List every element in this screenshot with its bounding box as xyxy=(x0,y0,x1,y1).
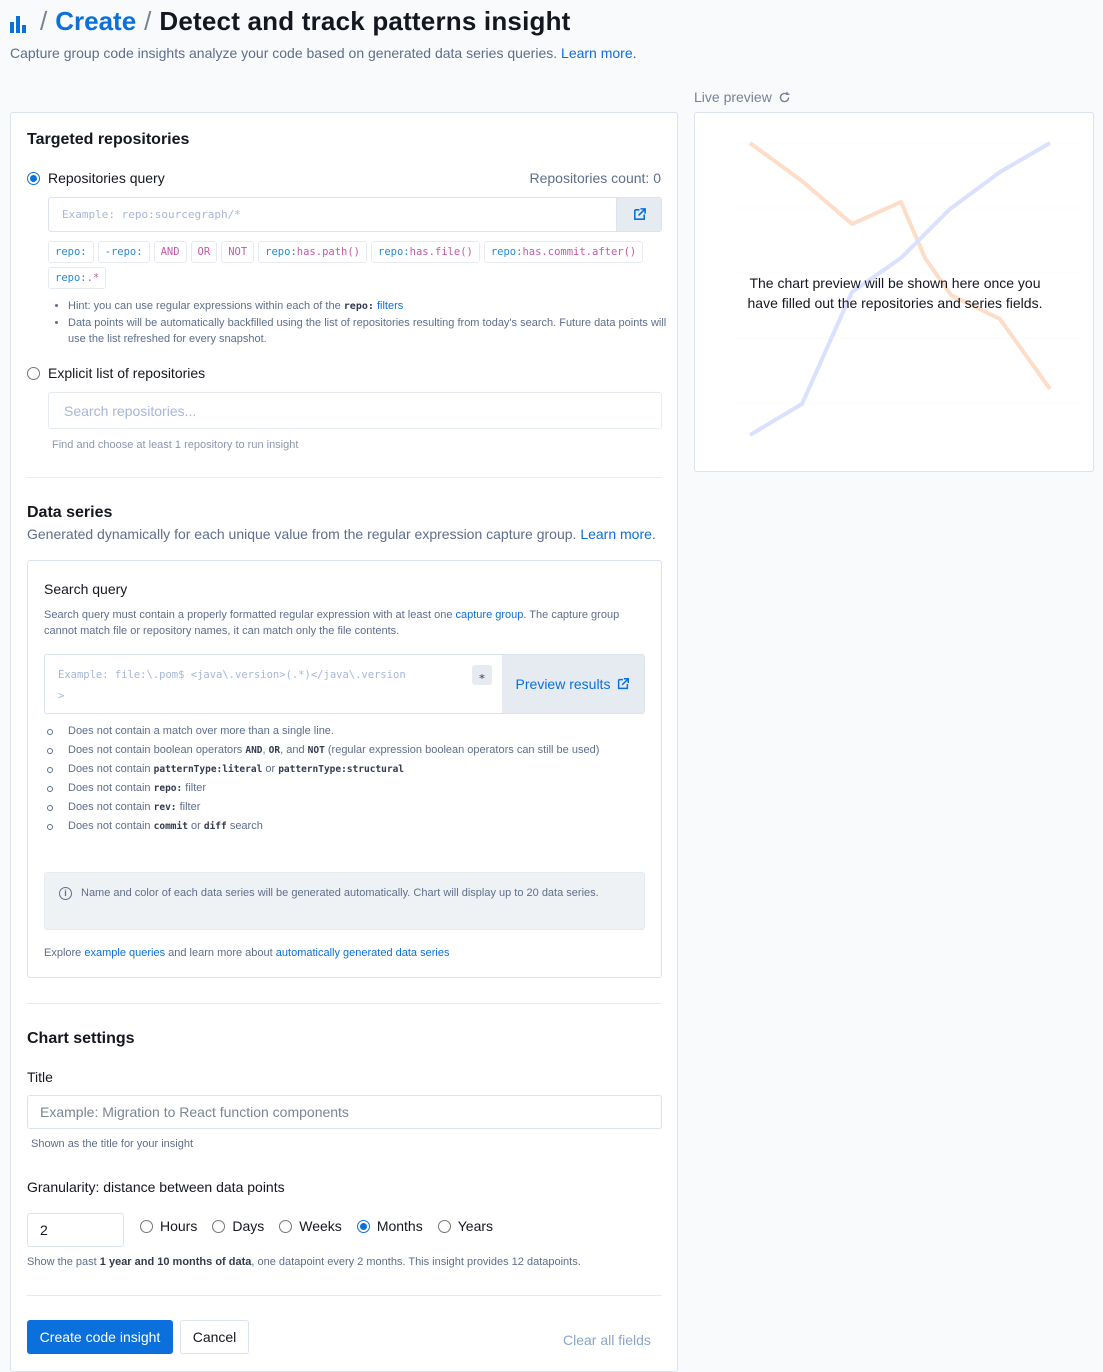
hint-backfill: • Data points will be automatically backfilled using the list of repositories resulting from today's search. Future data points will use the list refreshed for every snapshot. xyxy=(68,315,668,347)
chip-repo-wildcard[interactable]: repo:.* xyxy=(48,267,106,289)
search-repositories-input[interactable]: Search repositories... xyxy=(48,392,662,429)
capture-group-link[interactable]: capture group xyxy=(455,609,524,621)
repositories-query-label: Repositories query xyxy=(48,170,165,186)
data-series-title: Data series xyxy=(27,504,113,521)
targeted-repositories-title: Targeted repositories xyxy=(27,131,190,148)
repositories-count: Repositories count: 0 xyxy=(529,170,661,186)
cancel-button[interactable]: Cancel xyxy=(180,1320,249,1354)
clear-all-fields-button[interactable]: Clear all fields xyxy=(563,1332,651,1348)
chip-repo-has-file[interactable]: repo:has.file() xyxy=(371,241,480,263)
unit-radio-years[interactable] xyxy=(438,1220,451,1233)
repositories-query-input[interactable] xyxy=(48,197,662,232)
live-preview-label: Live preview xyxy=(694,89,772,105)
live-preview-header xyxy=(694,89,791,105)
subtitle-text: Capture group code insights analyze your code based on generated data series queries. xyxy=(10,45,558,61)
regex-toggle-icon[interactable]: ⁎ xyxy=(472,665,492,685)
placeholder-series-orange xyxy=(750,143,1050,389)
info-icon: i xyxy=(59,887,72,900)
unit-option-hours[interactable]: Hours xyxy=(140,1218,197,1234)
explicit-repositories-option[interactable] xyxy=(27,365,205,381)
generated-data-series-link[interactable]: automatically generated data series xyxy=(275,947,450,959)
create-code-insight-button[interactable]: Create code insight xyxy=(27,1320,173,1354)
page-subtitle xyxy=(10,45,637,61)
subtitle-learn-more-link[interactable]: Learn more. xyxy=(561,45,637,61)
section-divider xyxy=(27,1003,662,1004)
explicit-repositories-radio[interactable] xyxy=(27,367,40,380)
external-link-icon xyxy=(632,207,647,222)
granularity-label: Granularity: distance between data points xyxy=(27,1179,285,1195)
rule-rev-filter: Does not contain rev: filter xyxy=(44,798,644,817)
chip-or[interactable]: OR xyxy=(191,241,218,263)
preview-results-label: Preview results xyxy=(515,676,611,692)
preview-results-button[interactable] xyxy=(502,655,644,713)
open-external-button[interactable] xyxy=(616,198,661,231)
granularity-unit-options xyxy=(140,1218,493,1234)
filters-link[interactable]: filters xyxy=(376,300,404,312)
chip-repo-has-commit-after[interactable]: repo:has.commit.after() xyxy=(484,241,643,263)
example-queries-link[interactable]: example queries xyxy=(84,947,166,959)
data-series-description: Generated dynamically for each unique value from the regular expression capture group. Learn more. xyxy=(27,526,656,542)
live-preview-message: The chart preview will be shown here once you have filled out the repositories and series fields. xyxy=(747,275,1043,311)
rule-boolean-operators: Does not contain boolean operators AND, OR, and NOT (regular expression boolean operators can still be used) xyxy=(44,741,644,760)
search-query-editor[interactable] xyxy=(44,654,645,714)
bar-chart-icon xyxy=(10,13,30,33)
chip-not-repo[interactable]: -repo: xyxy=(98,241,150,263)
chip-and[interactable]: AND xyxy=(154,241,187,263)
rule-repo-filter: Does not contain repo: filter xyxy=(44,779,644,798)
page-title: Detect and track patterns insight xyxy=(159,5,571,36)
auto-series-info: i Name and color of each data series will be generated automatically. Chart will display up to 20 data series. xyxy=(44,872,645,930)
chip-repo-has-path[interactable]: repo:has.path() xyxy=(258,241,367,263)
hint-regex: • Hint: you can use regular expressions within each of the repo: filters xyxy=(68,298,668,315)
unit-radio-days[interactable] xyxy=(212,1220,225,1233)
search-query-description: Search query must contain a properly formatted regular expression with at least one capture group. The capture group cannot match file or repository names, it can match only the file contents. xyxy=(44,609,620,637)
unit-radio-hours[interactable] xyxy=(140,1220,153,1233)
breadcrumb-separator: / xyxy=(144,5,152,36)
query-rules-list xyxy=(44,722,644,836)
title-field-label: Title xyxy=(27,1069,53,1085)
section-divider xyxy=(27,477,662,478)
insight-form xyxy=(10,112,678,1372)
breadcrumb-separator: / xyxy=(40,5,48,36)
repositories-query-placeholder[interactable]: Example: repo:sourcegraph/* xyxy=(62,208,241,221)
unit-option-weeks[interactable]: Weeks xyxy=(279,1218,342,1234)
query-syntax-chips xyxy=(48,241,668,289)
explore-links: Explore example queries and learn more about automatically generated data series xyxy=(44,947,450,959)
repositories-hints xyxy=(48,298,668,347)
search-query-input[interactable]: Example: file:\.pom$ <java\.version>(.*)</java\.version > ⁎ xyxy=(45,655,502,713)
title-input[interactable]: Example: Migration to React function components xyxy=(27,1095,662,1129)
unit-option-months[interactable]: Months xyxy=(357,1218,423,1234)
search-query-title: Search query xyxy=(44,581,128,597)
rule-pattern-type: Does not contain patternType:literal or patternType:structural xyxy=(44,760,644,779)
page-header xyxy=(10,4,571,38)
external-link-icon xyxy=(616,677,630,691)
unit-radio-weeks[interactable] xyxy=(279,1220,292,1233)
data-series-card xyxy=(27,560,662,978)
repositories-query-option[interactable] xyxy=(27,170,165,186)
explicit-repositories-label: Explicit list of repositories xyxy=(48,365,206,381)
title-help: Shown as the title for your insight xyxy=(31,1138,194,1150)
rule-single-line: Does not contain a match over more than a single line. xyxy=(44,722,644,741)
chip-not[interactable]: NOT xyxy=(221,241,254,263)
unit-radio-months[interactable] xyxy=(357,1220,370,1233)
refresh-icon[interactable] xyxy=(778,91,791,104)
breadcrumb-create-link[interactable]: Create xyxy=(55,5,137,36)
live-preview-card xyxy=(694,112,1094,472)
section-divider xyxy=(27,1295,662,1296)
data-series-learn-more-link[interactable]: Learn more. xyxy=(580,526,656,542)
granularity-summary: Show the past 1 year and 10 months of data, one datapoint every 2 months. This insight provides 12 datapoints. xyxy=(27,1256,581,1268)
unit-option-days[interactable]: Days xyxy=(212,1218,264,1234)
granularity-value-input[interactable]: 2 xyxy=(27,1213,124,1247)
search-repositories-help: Find and choose at least 1 repository to run insight xyxy=(52,439,299,451)
repositories-query-radio[interactable] xyxy=(27,172,40,185)
unit-option-years[interactable]: Years xyxy=(438,1218,493,1234)
chip-repo[interactable]: repo: xyxy=(48,241,94,263)
rule-commit-diff: Does not contain commit or diff search xyxy=(44,817,644,836)
chart-settings-title: Chart settings xyxy=(27,1030,135,1047)
